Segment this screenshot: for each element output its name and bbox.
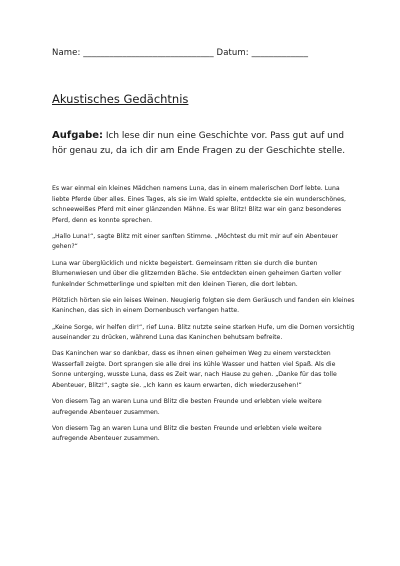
- story-paragraph: „Hallo Luna!“, sagte Blitz mit einer sanften Stimme. „Möchtest du mit mir auf ein Abenteuer gehen?“: [52, 232, 338, 251]
- task-label: Aufgabe:: [52, 130, 104, 141]
- story-paragraph: Es war einmal ein kleines Mädchen namens Luna, das in einem malerischen Dorf lebte. Luna liebte Pferde über alles. Eines Tages, als sie im Wald spielte, entdeckte sie ein wunderschönes, schneeweißes Pferd mit einer glänzenden Mähne. Es war Blitz! Blitz war ein ganz besonderes Pferd, denn es konnte sprechen.: [52, 185, 347, 224]
- story-paragraph: Das Kaninchen war so dankbar, dass es ihnen einen geheimen Weg zu einem versteckten Wasserfall zeigte. Dort sprangen sie alle drei ins kühle Wasser und hatten viel Spaß. Als die Sonne unterging, wusste Luna, dass es Zeit war, nach Hause zu gehen. „Danke für das tolle Abenteuer, Blitz!“, sagte sie. „Ich kann es kaum erwarten, dich wiederzusehen!“: [52, 350, 337, 389]
- story-paragraph: „Keine Sorge, wir helfen dir!“, rief Luna. Blitz nutzte seine starken Hufe, um die Dornen vorsichtig auseinander zu drücken, während Luna das Kaninchen behutsam befreite.: [52, 323, 355, 342]
- page-title: Akustisches Gedächtnis: [52, 92, 189, 106]
- task-text: Ich lese dir nun eine Geschichte vor. Pass gut auf und hör genau zu, da ich dir am Ende Fragen zu der Geschichte stelle.: [52, 131, 346, 156]
- story-text: [52, 184, 356, 450]
- story-paragraph: Von diesem Tag an waren Luna und Blitz die besten Freunde und erlebten viele weitere aufregende Abenteuer zusammen.: [52, 424, 322, 443]
- story-paragraph: Luna war überglücklich und nickte begeistert. Gemeinsam ritten sie durch die bunten Blumenwiesen und über die glitzernden Bäche. Sie entdeckten einen geheimen Garten voller funkelnder Schmetterlinge und spielten mit den kleinen Tieren, die dort lebten.: [52, 259, 342, 288]
- name-date-line: Name: ______________________________ Datum: _____________: [52, 48, 309, 58]
- story-paragraph: Von diesem Tag an waren Luna und Blitz die besten Freunde und erlebten viele weitere aufregende Abenteuer zusammen.: [52, 398, 322, 416]
- story-paragraph: Plötzlich hörten sie ein leises Weinen. Neugierig folgten sie dem Geräusch und fanden ein kleines Kaninchen, das sich in einem Dornenbusch verfangen hatte.: [52, 296, 355, 315]
- task-instruction: [52, 128, 354, 159]
